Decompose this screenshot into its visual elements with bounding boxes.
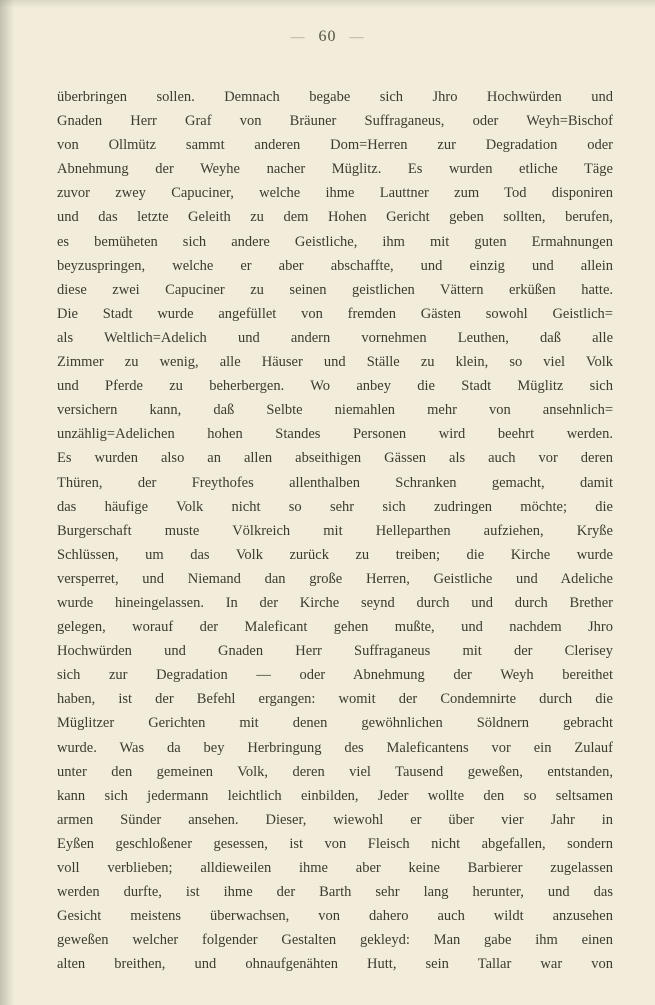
text-line: Gesicht meistens überwachsen, von dahero auch wildt anzusehen <box>57 908 613 925</box>
header-right-dash: — <box>349 30 365 45</box>
text-line: Thüren, der Freythofes allenthalben Schranken gemacht, damit <box>57 474 613 491</box>
text-line: Gnaden Herr Graf von Bräuner Suffraganeus, oder Weyh=Bischof <box>57 113 613 130</box>
text-line: alten breithen, und ohnaufgenähten Hutt, sein Tallar war von <box>57 956 613 973</box>
body-text <box>57 85 613 976</box>
text-line: geweßen welcher folgender Gestalten gekleyd: Man gabe ihm einen <box>57 932 613 949</box>
text-line: unzählig=Adelichen hohen Standes Personen wird beehrt werden. <box>57 426 613 443</box>
text-line: zuvor zwey Capuciner, welche ihme Lauttner zum Tod disponiren <box>57 185 613 202</box>
text-line: gelegen, worauf der Maleficant gehen mußte, und nachdem Jhro <box>57 619 613 636</box>
header-left-dash: — <box>290 30 306 45</box>
text-line: versichern kann, daß Selbte niemahlen mehr von ansehnlich= <box>57 402 613 419</box>
text-line: Zimmer zu wenig, alle Häuser und Ställe zu klein, so viel Volk <box>57 354 613 371</box>
text-line: Die Stadt wurde angefüllet von fremden Gästen sowohl Geistlich= <box>57 305 613 322</box>
text-line: beyzuspringen, welche er aber abschaffte, und einzig und allein <box>57 257 613 274</box>
text-line: Abnehmung der Weyhe nacher Müglitz. Es wurden etliche Täge <box>57 161 613 178</box>
text-line: kann sich jedermann leichtlich einbilden, Jeder wollte den so seltsamen <box>57 787 613 804</box>
text-line: werden durfte, ist ihme der Barth sehr lang herunter, und das <box>57 884 613 901</box>
text-line: Schlüssen, um das Volk zurück zu treiben; die Kirche wurde <box>57 546 613 563</box>
text-line: unter den gemeinen Volk, deren viel Tausend geweßen, entstanden, <box>57 763 613 780</box>
text-line: Hochwürden und Gnaden Herr Suffraganeus mit der Clerisey <box>57 643 613 660</box>
text-line: Es wurden also an allen abseithigen Gässen als auch vor deren <box>57 450 613 467</box>
text-line: wurde. Was da bey Herbringung des Maleficantens vor ein Zulauf <box>57 739 613 756</box>
text-line: überbringen sollen. Demnach begabe sich Jhro Hochwürden und <box>57 89 613 105</box>
text-line: als Weltlich=Adelich und andern vornehmen Leuthen, daß alle <box>57 329 613 346</box>
text-line: versperret, und Niemand dan große Herren, Geistliche und Adeliche <box>57 570 613 587</box>
text-line: und das letzte Geleith zu dem Hohen Gericht geben sollten, berufen, <box>57 209 613 226</box>
text-line: Müglitzer Gerichten mit denen gewöhnlichen Söldnern gebracht <box>57 715 613 732</box>
page-number: 60 <box>318 28 337 45</box>
text-line: wurde hineingelassen. In der Kirche seynd durch und durch Brether <box>57 594 613 611</box>
text-line: diese zwei Capuciner zu seinen geistlichen Vättern erküßen hatte. <box>57 281 613 298</box>
text-line: armen Sünder ansehen. Dieser, wiewohl er über vier Jahr in <box>57 811 613 828</box>
text-line: voll verblieben; alldieweilen ihme aber keine Barbierer zugelassen <box>57 860 613 876</box>
text-line: das häufige Volk nicht so sehr sich zudringen möchte; die <box>57 498 613 515</box>
page-header <box>0 28 655 46</box>
text-line: von Ollmütz sammt anderen Dom=Herren zur Degradation oder <box>57 137 613 154</box>
text-line: es bemüheten sich andere Geistliche, ihm mit guten Ermahnungen <box>57 233 613 250</box>
text-line: Eyßen geschloßener gesessen, ist von Fleisch nicht abgefallen, sondern <box>57 835 613 852</box>
text-line: und Pferde zu beherbergen. Wo anbey die Stadt Müglitz sich <box>57 378 613 395</box>
text-line: sich zur Degradation — oder Abnehmung der Weyh bereithet <box>57 667 613 684</box>
text-line: Burgerschaft muste Völkreich mit Helleparthen aufziehen, Kryße <box>57 522 613 539</box>
text-line: haben, ist der Befehl ergangen: womit der Condemnirte durch die <box>57 691 613 708</box>
